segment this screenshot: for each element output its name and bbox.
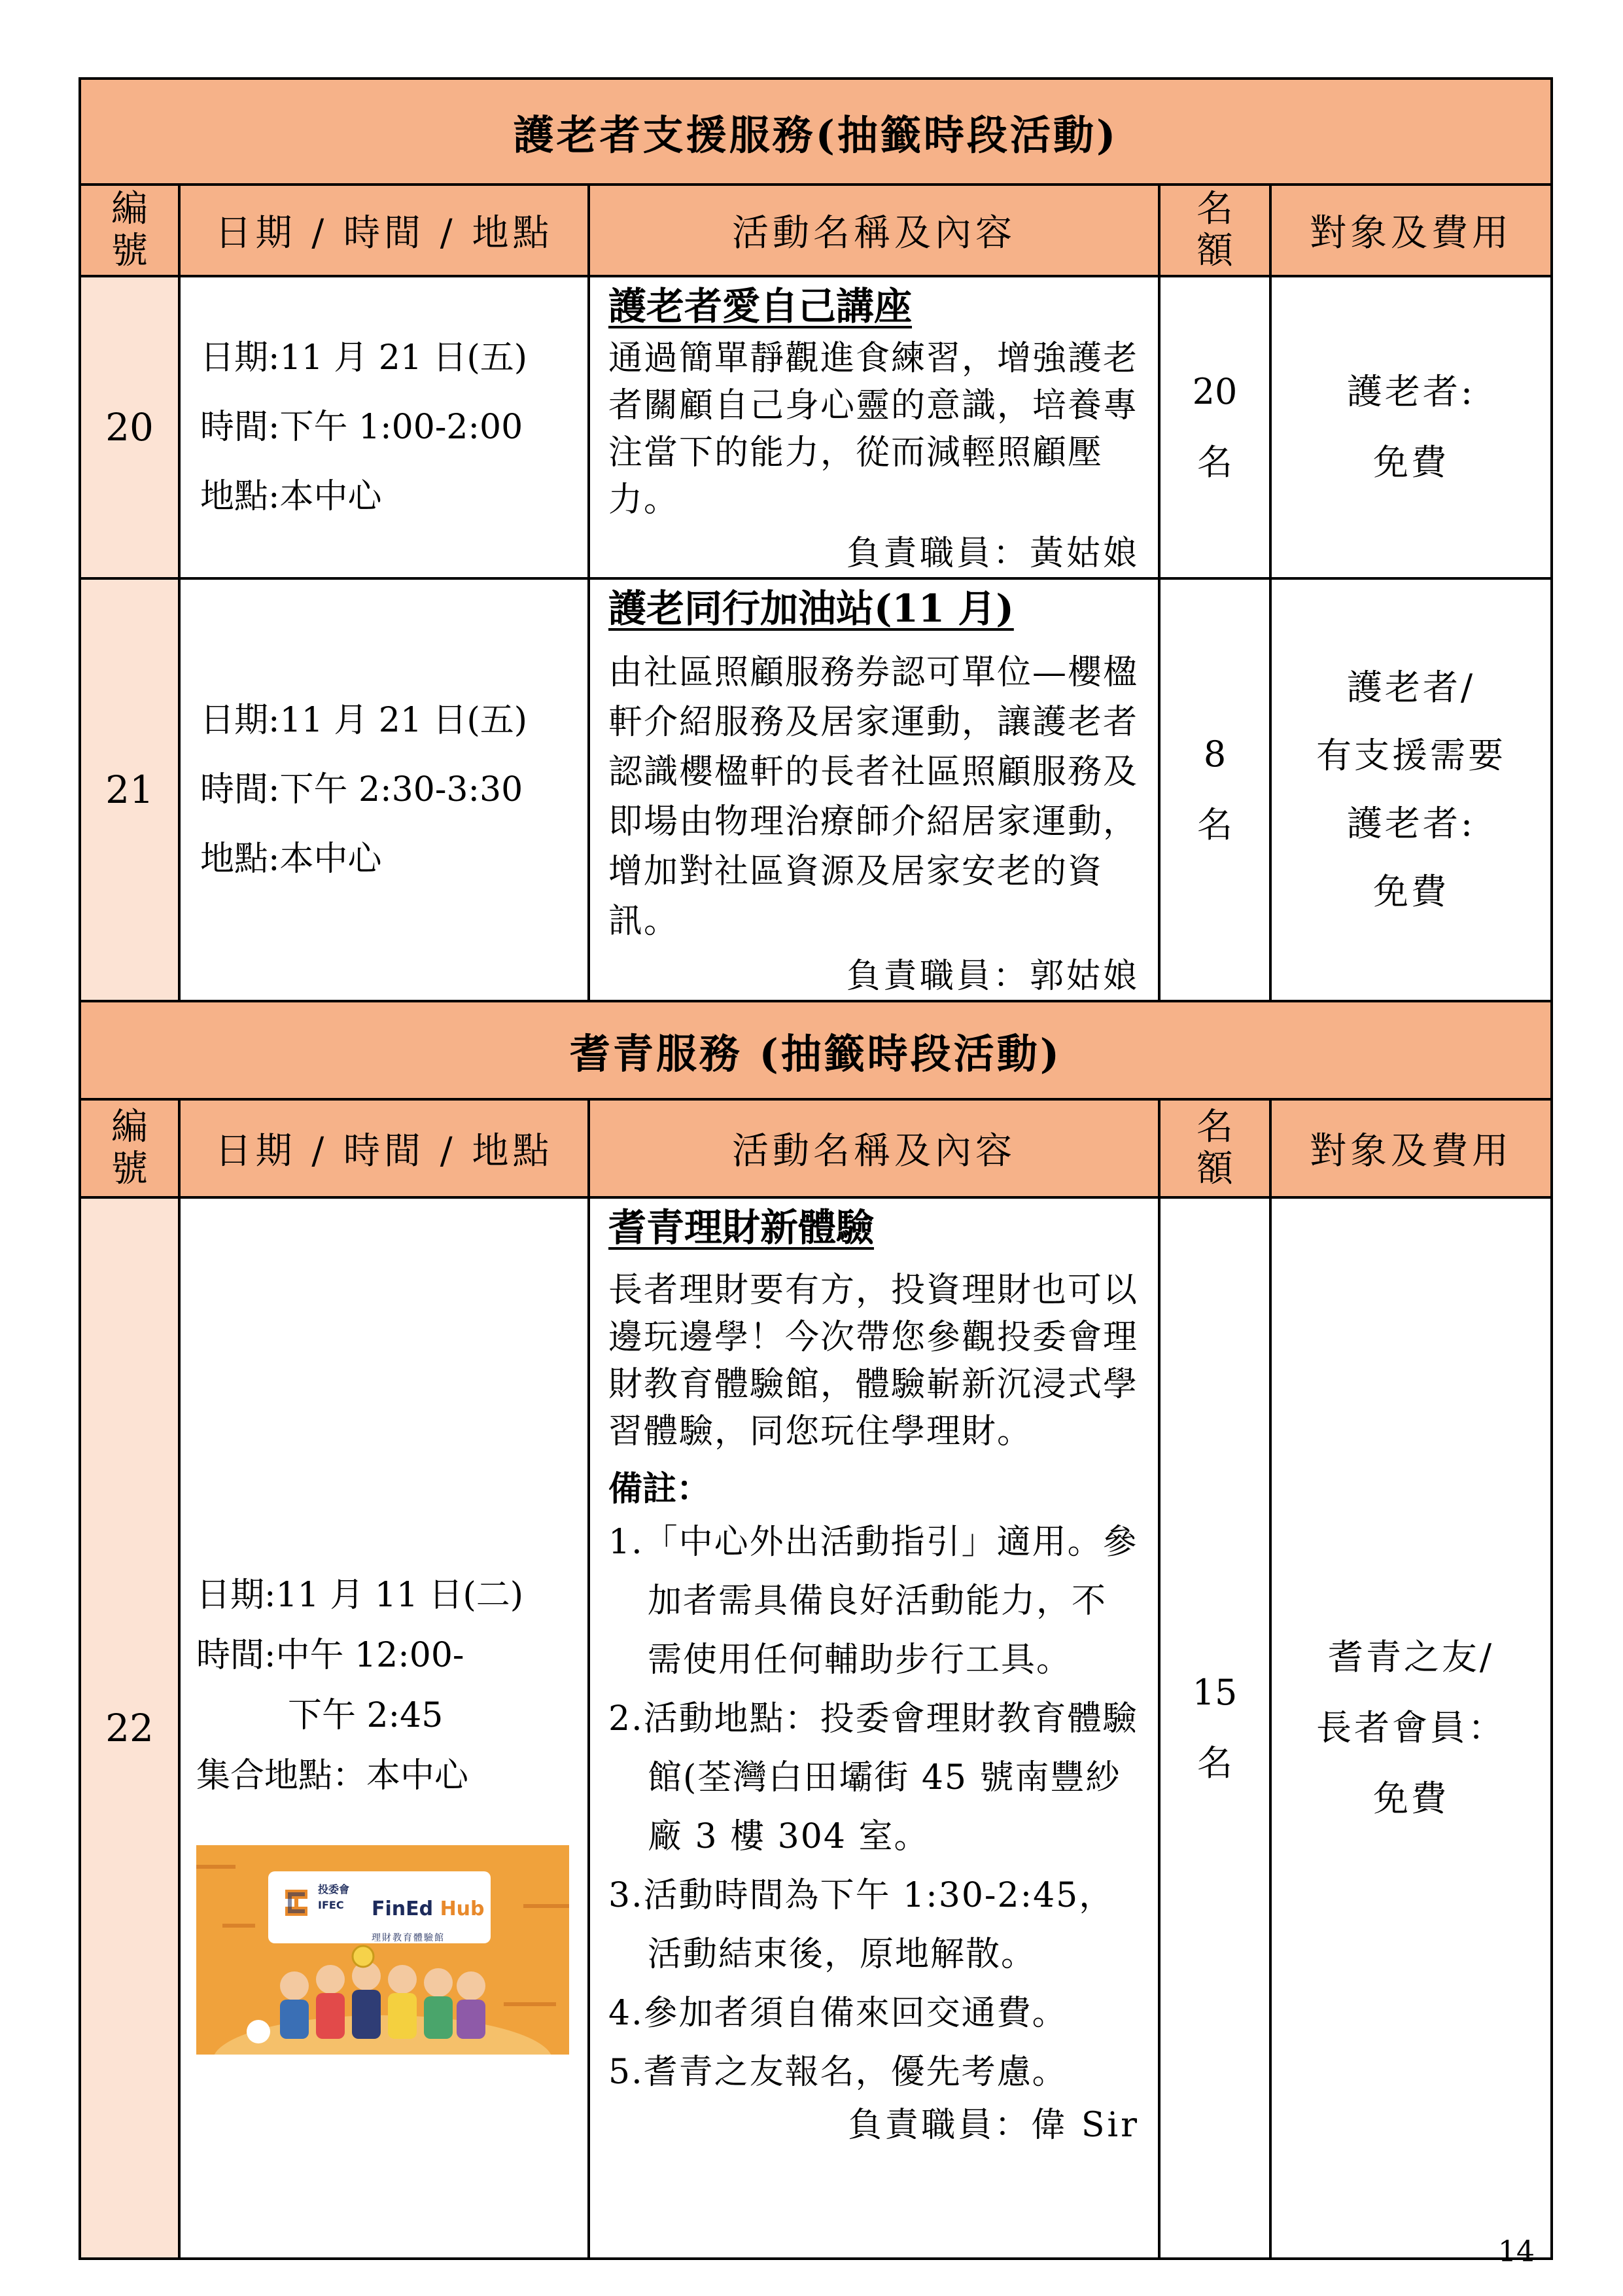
- staff-in-charge: 負責職員：郭姑娘: [846, 957, 1140, 996]
- row-quota: 20 名: [1159, 276, 1270, 578]
- row-content: [589, 276, 1159, 578]
- row-date: 日期:11 月 11 日(二): [196, 1576, 524, 1615]
- row-content: [589, 1197, 1159, 2259]
- header-content: 活動名稱及內容: [589, 185, 1159, 276]
- poster-hub-subtitle: 理財教育體驗館: [372, 1933, 445, 1943]
- row-place: 集合地點：本中心: [196, 1756, 469, 1795]
- staff-in-charge: 負責職員：黃姑娘: [846, 534, 1140, 573]
- poster-org-name: 投委會 IFEC: [318, 1883, 350, 1911]
- row-quota: 15 名: [1159, 1197, 1270, 2259]
- table-row: [80, 276, 1552, 578]
- row-number: 22: [80, 1197, 179, 2259]
- row-date: 日期:11 月 21 日(五): [200, 701, 528, 740]
- row-time: 時間:下午 2:30-3:30: [200, 770, 523, 809]
- row-content: [589, 578, 1159, 1001]
- row-target: 護老者/ 有支援需要 護老者: 免費: [1270, 578, 1552, 1001]
- section-title: 耆青服務 (抽籤時段活動): [80, 1001, 1552, 1099]
- ifec-logo-icon: [281, 1883, 313, 1922]
- row-datetime: [179, 1197, 589, 2259]
- activity-title: 耆青理財新體驗: [608, 1205, 875, 1250]
- poster-hub-name: FinEd Hub: [372, 1898, 485, 1920]
- section-title: 護老者支援服務(抽籤時段活動): [80, 79, 1552, 185]
- table-row: [80, 578, 1552, 1001]
- row-datetime: [179, 276, 589, 578]
- row-datetime: [179, 578, 589, 1001]
- page-number: 14: [1498, 2235, 1535, 2269]
- header-num: 編 號: [80, 1099, 179, 1197]
- header-target: 對象及費用: [1270, 1099, 1552, 1197]
- header-content: 活動名稱及內容: [589, 1099, 1159, 1197]
- row-quota: 8 名: [1159, 578, 1270, 1001]
- note-item: 2.活動地點：投委會理財教育體驗館(荃灣白田壩街 45 號南豐紗廠 3 樓 304 室。: [608, 1699, 1138, 1856]
- note-item: 4.參加者須自備來回交通費。: [608, 1994, 1068, 2033]
- header-datetime: 日期 / 時間 / 地點: [179, 185, 589, 276]
- row-place: 地點:本中心: [200, 477, 382, 516]
- header-datetime: 日期 / 時間 / 地點: [179, 1099, 589, 1197]
- activity-description: 長者理財要有方，投資理財也可以邊玩邊學！今次帶您參觀投委會理財教育體驗館，體驗嶄新沉浸式學習體驗，同您玩住學理財。: [608, 1271, 1139, 1451]
- row-number: 20: [80, 276, 179, 578]
- table-row: [80, 1197, 1552, 2259]
- row-time: 時間:中午 12:00-: [196, 1636, 464, 1675]
- staff-in-charge: 負責職員：偉 Sir: [848, 2106, 1140, 2145]
- activity-description: 由社區照顧服務券認可單位—櫻楹軒介紹服務及居家運動，讓護老者認識櫻楹軒的長者社區照顧服務及即場由物理治療師介紹居家運動，增加對社區資源及居家安老的資訊。: [608, 653, 1139, 941]
- header-quota: 名 額: [1159, 185, 1270, 276]
- notes-title: 備註：: [608, 1469, 711, 1509]
- header-num: 編 號: [80, 185, 179, 276]
- note-item: 3.活動時間為下午 1:30-2:45，活動結束後，原地解散。: [608, 1876, 1115, 1974]
- row-target: 耆青之友/ 長者會員： 免費: [1270, 1197, 1552, 2259]
- header-quota: 名 額: [1159, 1099, 1270, 1197]
- activity-title: 護老者愛自己講座: [608, 284, 913, 328]
- row-time: 時間:下午 1:00-2:00: [200, 408, 523, 447]
- row-target: 護老者: 免費: [1270, 276, 1552, 578]
- row-time-end: 下午 2:45: [288, 1696, 444, 1735]
- row-number: 21: [80, 578, 179, 1001]
- fined-hub-poster: [196, 1845, 569, 2055]
- note-item: 1.「中心外出活動指引」適用。參加者需具備良好活動能力，不需使用任何輔助步行工具。: [608, 1523, 1138, 1680]
- activity-description: 通過簡單靜觀進食練習，增強護老者關顧自己身心靈的意識，培養專注當下的能力，從而減輕照顧壓力。: [608, 339, 1139, 520]
- note-item: 5.耆青之友報名，優先考慮。: [608, 2053, 1068, 2092]
- row-date: 日期:11 月 21 日(五): [200, 338, 528, 378]
- schedule-table: [79, 77, 1553, 2260]
- activity-title: 護老同行加油站(11 月): [608, 586, 1014, 631]
- row-place: 地點:本中心: [200, 839, 382, 879]
- header-target: 對象及費用: [1270, 185, 1552, 276]
